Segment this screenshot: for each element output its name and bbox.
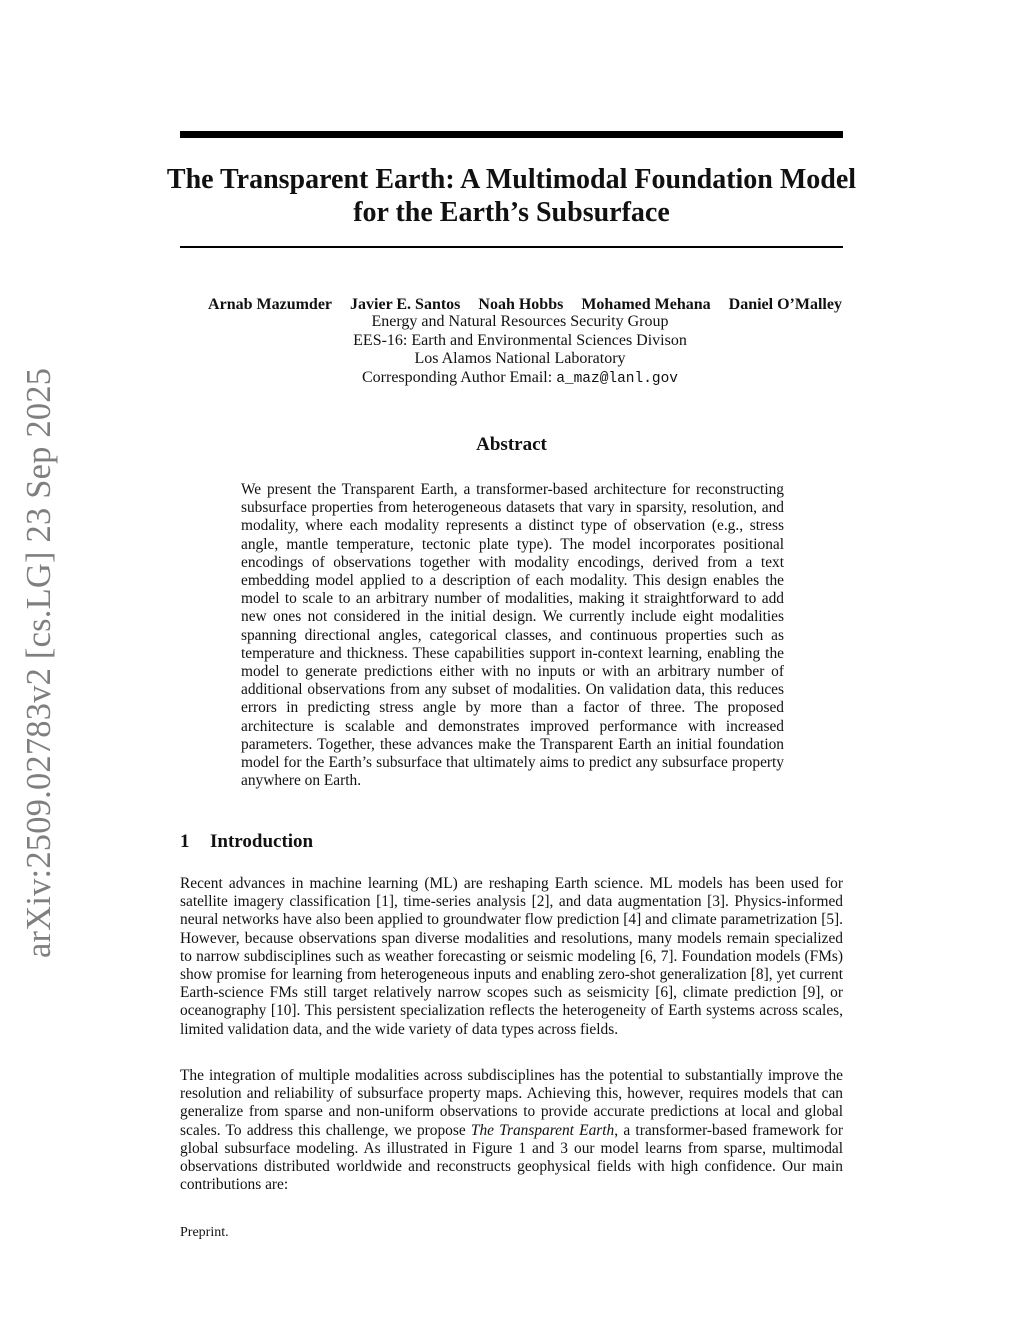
corresponding-email-line bbox=[220, 369, 820, 389]
intro-paragraph-1: Recent advances in machine learning (ML) are reshaping Earth science. ML models has been used for satellite imagery classification [1], time-series analysis [2], and data augmentation [3]. Physics-informed neural networks have also been applied to groundwater flow prediction [4] and climate parametrization [5]. However, because observations span diverse modalities and resolutions, many models remain specialized to narrow subdisciplines such as weather forecasting or seismic modeling [6, 7]. Foundation models (FMs) show promise for learning from heterogeneous inputs and enabling zero-shot generalization [8], yet current Earth-science FMs still target relatively narrow scopes such as seismicity [6], climate prediction [9], or oceanography [10]. This persistent specialization reflects the heterogeneity of Earth systems across scales, limited validation data, and the wide variety of data types across fields. bbox=[180, 875, 843, 1038]
affiliation-group: Energy and Natural Resources Security Group bbox=[371, 313, 669, 330]
intro-paragraph-2 bbox=[180, 1067, 843, 1194]
title-bottom-rule bbox=[180, 246, 843, 248]
title-top-rule bbox=[180, 131, 843, 138]
email-link[interactable]: a_maz@lanl.gov bbox=[556, 370, 679, 387]
section-heading bbox=[180, 831, 313, 853]
preprint-footer: Preprint. bbox=[180, 1225, 229, 1240]
section-title: Introduction bbox=[210, 831, 314, 852]
arxiv-identifier[interactable]: arXiv:2509.02783v2 [cs.LG] 23 Sep 2025 bbox=[20, 367, 58, 958]
intro-paragraph-2-end: , a transformer-based framework for global subsurface modeling. As illustrated in Figure 1 and 3 our model learns from sparse, multimodal observations distributed worldwide and reconstructs geophysical fields with high confidence. Our main contributions are: bbox=[180, 1121, 844, 1194]
affiliation-block bbox=[220, 313, 820, 388]
author-name: Javier E. Santos bbox=[350, 296, 461, 313]
email-label: Corresponding Author Email: bbox=[361, 368, 553, 386]
paper-title: The Transparent Earth: A Multimodal Foundation Model for the Earth’s Subsurface bbox=[166, 164, 857, 228]
affiliation-division: EES-16: Earth and Environmental Sciences Divison bbox=[353, 331, 687, 349]
model-name-emphasis: The Transparent Earth bbox=[470, 1121, 615, 1139]
author-name: Mohamed Mehana bbox=[581, 296, 711, 313]
abstract-heading: Abstract bbox=[476, 434, 547, 455]
affiliation-lab: Los Alamos National Laboratory bbox=[414, 350, 626, 367]
intro-paragraph-2-start: The integration of multiple modalities across subdisciplines has the potential to substantially improve the resolution and reliability of subsurface property maps. Achieving this, however, requires models that can generalize from sparse and non-uniform observations to provide accurate predictions at local and global scales. To address this challenge, we propose bbox=[180, 1067, 843, 1139]
section-number: 1 bbox=[180, 831, 190, 852]
abstract-text: We present the Transparent Earth, a transformer-based architecture for reconstructing subsurface properties from heterogeneous datasets that vary in sparsity, resolution, and modality, where each modality represents a distinct type of observation (e.g., stress angle, mantle temperature, tectonic plate type). The model incorporates positional encodings of observations together with modality encodings, derived from a text embedding model applied to a description of each modality. This design enables the model to scale to an arbitrary number of modalities, making it straightforward to add new ones not considered in the initial design. We currently include eight modalities spanning directional angles, categorical classes, and continuous properties such as temperature and thickness. These capabilities support in-context learning, enabling the model to generate predictions either with no inputs or with an arbitrary number of additional observations from any subset of modalities. On validation data, this reduces errors in predicting stress angle by more than a factor of three. The proposed architecture is scalable and demonstrates improved performance with increased parameters. Together, these advances make the Transparent Earth an initial foundation model for the Earth’s subsurface that ultimately aims to predict any subsurface property anywhere on Earth. bbox=[241, 481, 784, 790]
author-list bbox=[150, 295, 900, 314]
author-name: Noah Hobbs bbox=[478, 296, 564, 313]
author-name: Daniel O’Malley bbox=[728, 296, 842, 313]
author-name: Arnab Mazumder bbox=[208, 296, 333, 313]
